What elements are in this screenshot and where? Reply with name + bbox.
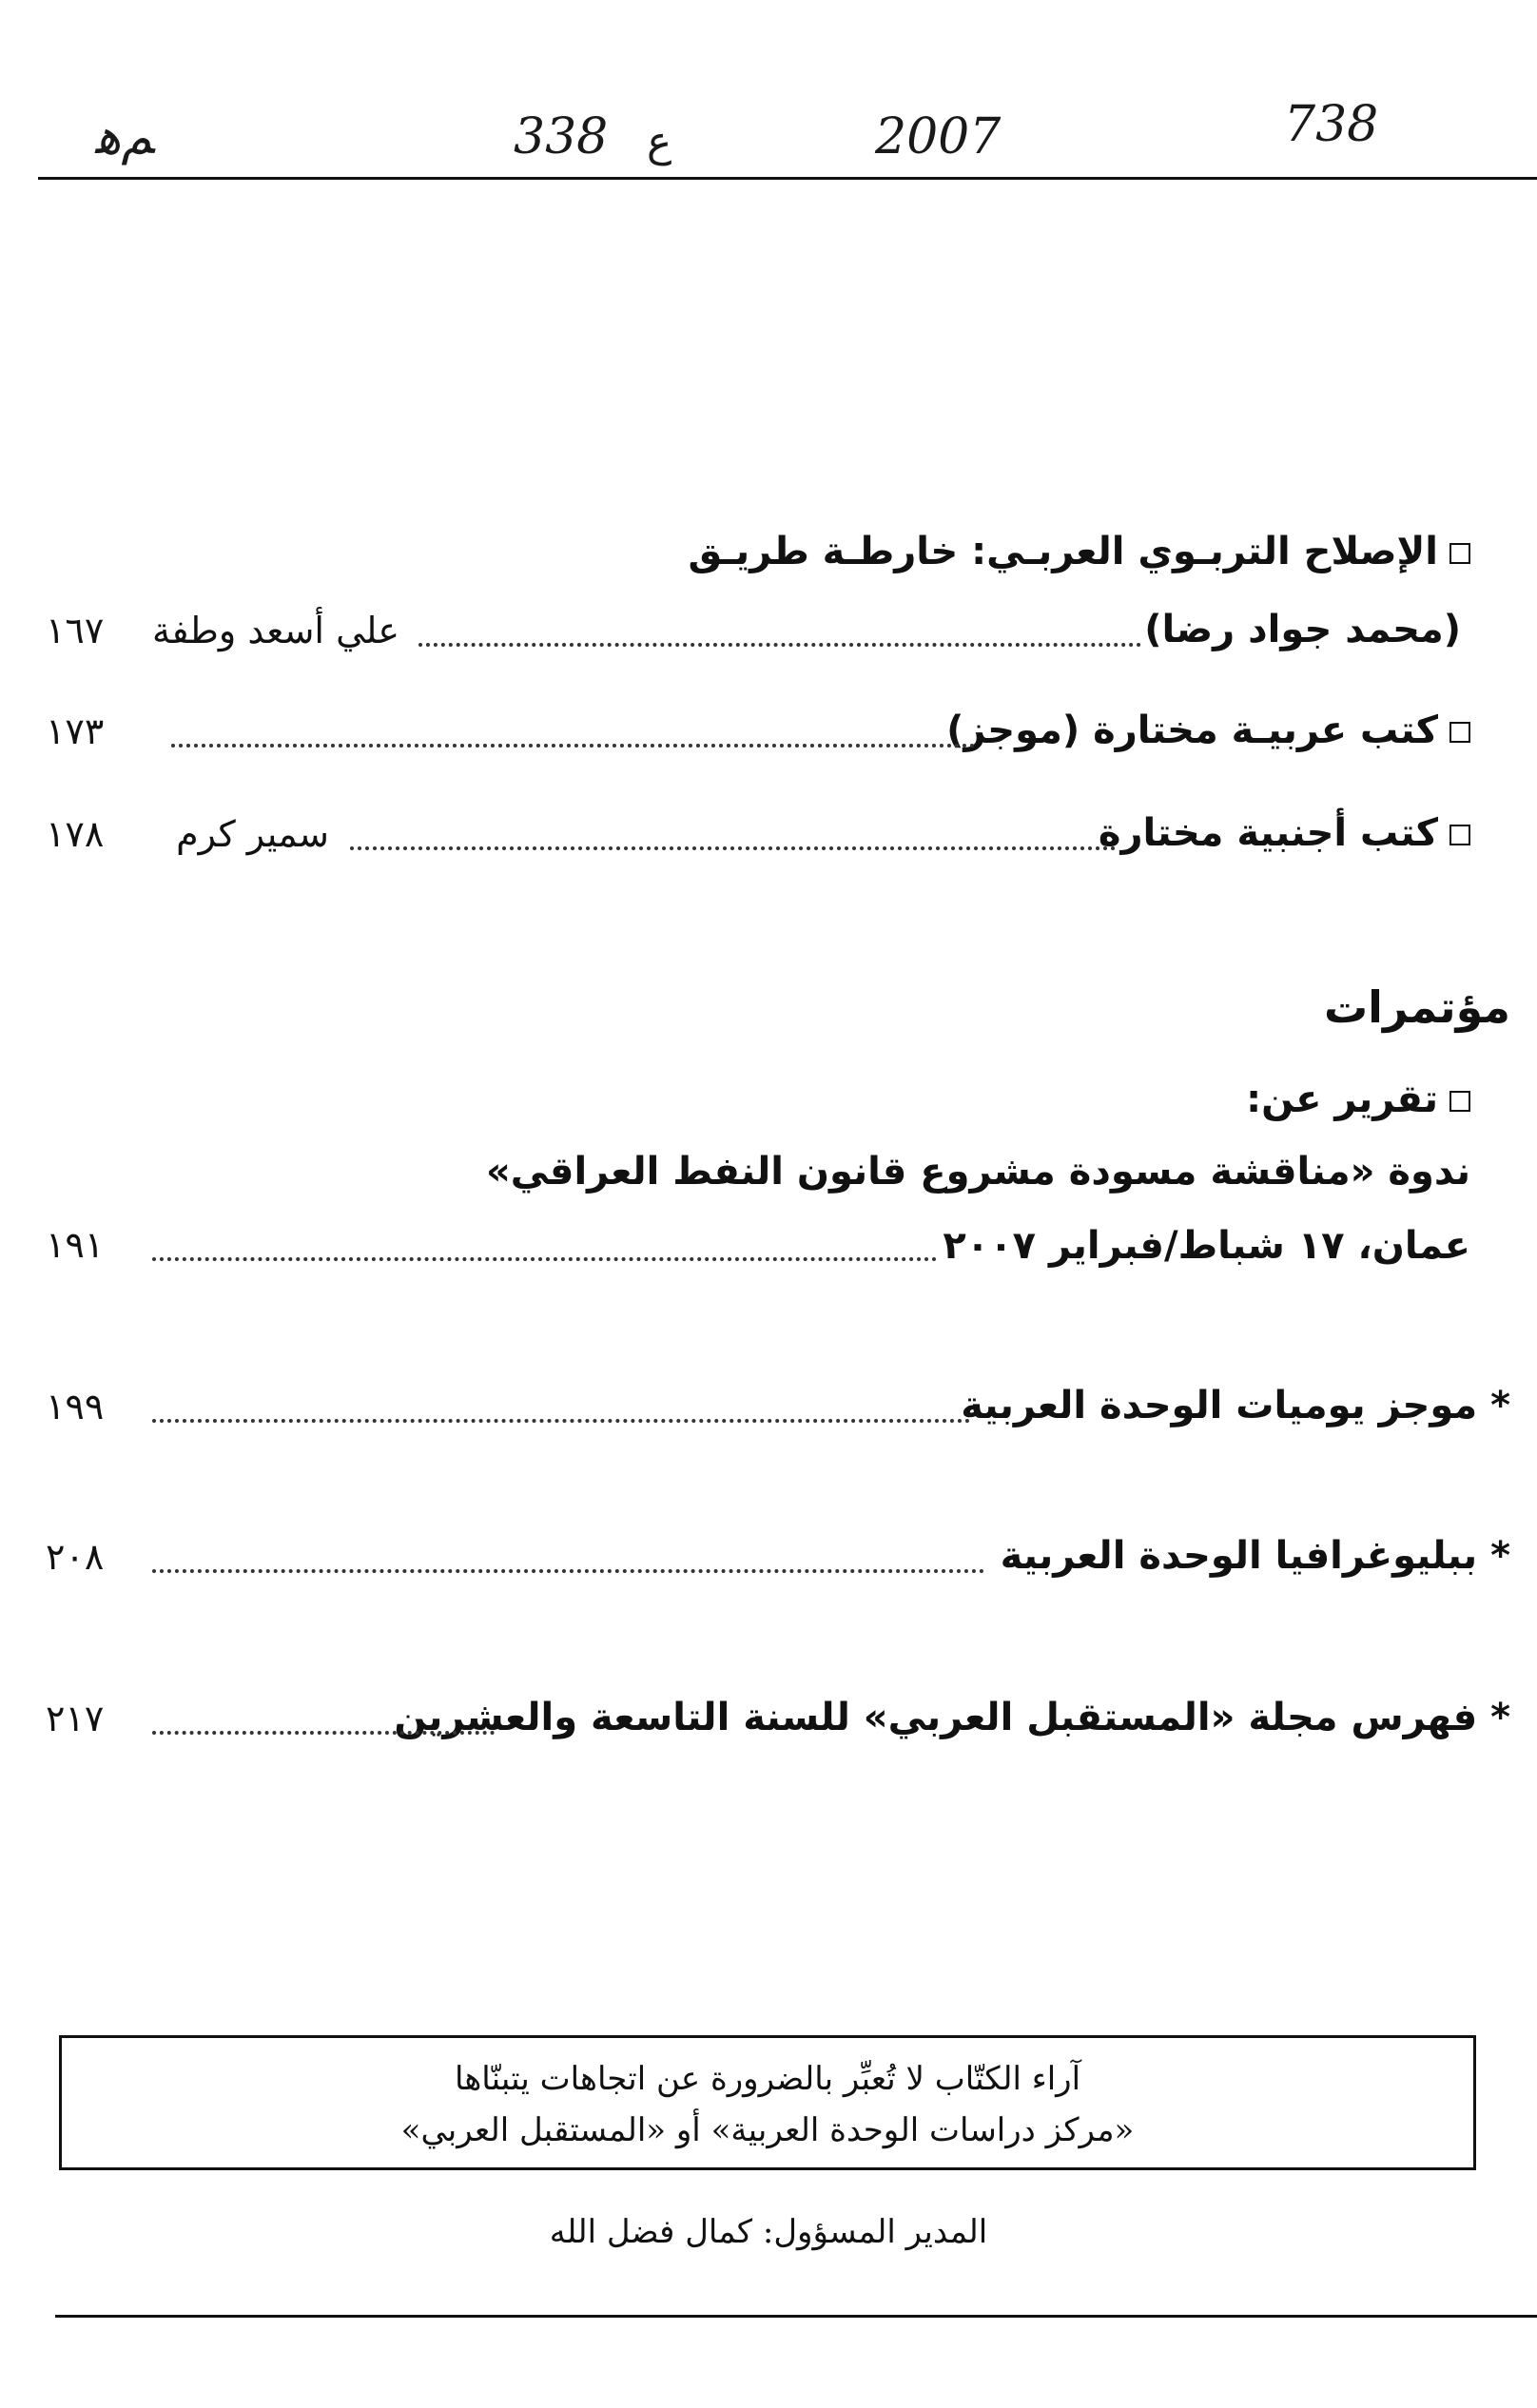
toc-entry-author: سمير كرم <box>176 813 329 855</box>
toc-entry-title: كتب أجنبية مختارة <box>1098 811 1438 855</box>
toc-page-number: ١٧٨ <box>46 813 105 855</box>
checkbox-square-icon <box>1449 1091 1470 1112</box>
toc-leader-dots <box>152 1415 970 1423</box>
toc-entry-title: تقرير عن: <box>1246 1078 1438 1121</box>
toc-entry-subtitle: (محمد جواد رضا) <box>1144 608 1461 651</box>
toc-entry-bibliography: * ببليوغرافيا الوحدة العربية <box>1000 1534 1510 1578</box>
toc-entry-title: الإصلاح التربـوي العربـي: خارطـة طريـق <box>688 530 1438 573</box>
toc-entry-reform-title <box>688 530 1470 573</box>
toc-leader-dots <box>350 843 1116 850</box>
checkbox-square-icon <box>1449 722 1470 743</box>
disclaimer-box <box>59 2035 1476 2170</box>
issue-year: 2007 <box>875 108 1002 165</box>
issue-letter: ع <box>647 118 672 166</box>
toc-leader-dots <box>418 639 1141 647</box>
disclaimer-line: «مركز دراسات الوحدة العربية» أو «المستقبل العربي» <box>400 2111 1135 2149</box>
toc-entry-author: علي أسعد وطفة <box>152 610 399 651</box>
toc-entry-reform-subtitle <box>1144 608 1461 651</box>
toc-leader-dots <box>171 740 975 748</box>
toc-entry-arab-books <box>946 709 1470 752</box>
toc-page-number: ١٩١ <box>46 1224 105 1266</box>
toc-entry-index: * فهرس مجلة «المستقبل العربي» للسنة التاسعة والعشرين <box>394 1696 1510 1739</box>
disclaimer-line: آراء الكتّاب لا تُعبِّر بالضرورة عن اتجاهات يتبنّاها <box>454 2060 1081 2098</box>
toc-entry-title: كتب عربيـة مختارة (موجز) <box>946 709 1438 752</box>
checkbox-square-icon <box>1449 825 1470 845</box>
header-divider <box>38 177 1537 180</box>
toc-entry-report-line2: ندوة «مناقشة مسودة مشروع قانون النفط العراقي» <box>485 1150 1470 1194</box>
toc-entry-foreign-books <box>1098 811 1470 855</box>
toc-leader-dots <box>152 1565 984 1573</box>
section-heading-conferences: مؤتمرات <box>1323 981 1510 1033</box>
toc-page-number: ٢٠٨ <box>46 1536 105 1578</box>
toc-leader-dots <box>152 1727 495 1735</box>
page-reference: 738 <box>1284 96 1379 153</box>
footer-divider <box>55 2315 1537 2318</box>
toc-page-number: ١٦٧ <box>46 610 105 651</box>
managing-editor: المدير المسؤول: كمال فضل الله <box>549 2213 988 2251</box>
toc-entry-diaries: * موجز يوميات الوحدة العربية <box>961 1384 1510 1427</box>
toc-page-number: ١٧٣ <box>46 710 105 752</box>
toc-entry-report-line3: عمان، ١٧ شباط/فبراير ٢٠٠٧ <box>943 1224 1470 1268</box>
handwritten-code: ﻢﻫ <box>95 108 155 165</box>
toc-leader-dots <box>152 1253 937 1261</box>
toc-page-number: ٢١٧ <box>46 1698 105 1739</box>
issue-number: 338 <box>514 108 609 165</box>
checkbox-square-icon <box>1449 543 1470 564</box>
toc-entry-report <box>1246 1078 1470 1121</box>
toc-page-number: ١٩٩ <box>46 1386 105 1427</box>
